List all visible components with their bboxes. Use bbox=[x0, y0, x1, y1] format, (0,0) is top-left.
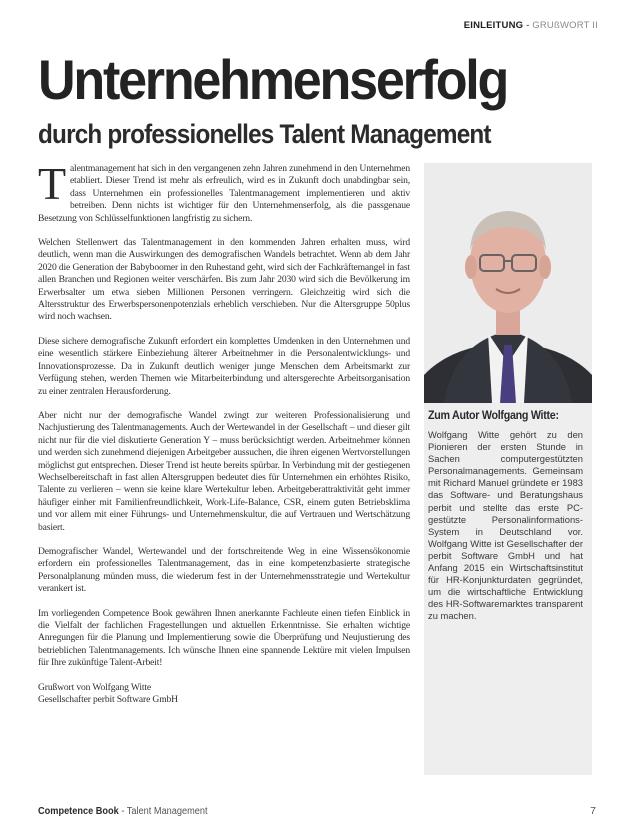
drop-cap: T bbox=[38, 158, 66, 209]
header-subsection: GRUßWORT II bbox=[532, 20, 598, 31]
footer-brand: Competence Book bbox=[38, 806, 119, 817]
article-paragraph-4: Aber nicht nur der demografische Wandel zwingt zur weiteren Professionalisierung und Nachjustierung des Talentmanagements. Auch der Wertewandel in der Gesellschaft – und dieser gilt nicht nur für die viel diskutierte Generation Y – muss berücksichtigt werden. Arbeitnehmer können und werden sich zunehmend diejenigen Arbeitgeber aussuchen, die ihren eigenen Wertvorstellungen möglichst gut entsprechen. Dieser Trend ist heute bereits spürbar. In Verbindung mit der gestiegenen Wechselbereitschaft in fast allen Altersgruppen bedeutet dies für Unternehmen ein erhöhtes Risiko, Talente zu verlieren – wenn sie keine klare Wertekultur leben. Arbeitgeberattraktivität geht immer häufiger einher mit Familienfreundlichkeit, Work-Life-Balance, CSR, einem guten Betriebsklima und vor allem mit einer Führungs- und Unternehmenskultur, die auf Vertrauen und Wertschätzung basiert. bbox=[38, 409, 410, 533]
signature-line-1: Grußwort von Wolfgang Witte bbox=[38, 681, 152, 693]
author-portrait bbox=[424, 163, 592, 403]
article-paragraph-1-text: alentmanagement hat sich in den vergangenen zehn Jahren zunehmend in den Unternehmen etabliert. Dieser Trend ist mehr als erfreulich, wird es in Zukunft doch unabdingbar sein, dass Unternehmen ein professionelles Talentmanagement implementieren und aktiv betreiben. Denn nichts ist wichtiger für den Unternehmenserfolg, als die passgenaue Besetzung von Schlüsselfunktionen langfristig zu sichern. bbox=[38, 163, 410, 224]
author-portrait-image bbox=[424, 163, 592, 403]
author-bio-box bbox=[424, 403, 592, 775]
article-body bbox=[38, 158, 410, 706]
author-bio-text: Wolfgang Witte gehört zu den Pionieren der ersten Stunde in Sachen computergestützten Personalmanagements. Gemeinsam mit Richard Manuel gründete er 1983 das Software- und Beratungshaus perbit und stellte das erste PC-gestützte Personalinformations-System in Deutschland vor. Wolfgang Witte ist Gesellschafter der perbit Software GmbH und hat Anfang 2015 ein Wirtschaftsinstitut für HR-Konjunkturdaten gegründet, um die wirtschaftliche Entwicklung des HR-Softwaremarktes transparent zu machen. bbox=[428, 429, 583, 622]
author-bio-title: Zum Autor Wolfgang Witte: bbox=[428, 410, 559, 422]
signature-block bbox=[38, 682, 410, 707]
footer-topic: Talent Management bbox=[126, 806, 208, 817]
page-title: Unternehmenserfolg bbox=[38, 48, 508, 111]
article-paragraph-2: Welchen Stellenwert das Talentmanagement in den kommenden Jahren erhalten muss, wird deutlich, wenn man die Auswirkungen des demografischen Wandels betrachtet. Wenn ab dem Jahr 2020 die Generation der Babyboomer in den Ruhestand geht, wird sich der Fachkräftemangel in fast allen Branchen und Regionen weiter verschärfen. Bis zum Jahr 2030 wird sich die Bevölkerung im Erwerbsalter um etwa sieben Millionen Personen verringern. Gleichzeitig wird sich die Altersstruktur des Erwerbspersonenpotenzials erheblich verschieben. Nur die Altersgruppe 50plus wird noch wachsen. bbox=[38, 237, 410, 323]
article-paragraph-3: Diese sichere demografische Zukunft erfordert ein komplettes Umdenken in den Unternehmen und eine wesentlich stärkere Einbeziehung älterer Arbeitnehmer in die Personalentwicklungs- und Innovationsprozesse. Da in Zukunft deutlich weniger junge Menschen dem Arbeitsmarkt zur Verfügung stehen, werden Themen wie Mitarbeiterbindung und altersgerechte Arbeitsorganisation zu einer zentralen Herausforderung. bbox=[38, 335, 410, 397]
page-number: 7 bbox=[590, 805, 596, 817]
page-footer bbox=[38, 806, 208, 817]
header-separator: - bbox=[523, 20, 533, 31]
page-subtitle: durch professionelles Talent Management bbox=[38, 119, 491, 149]
article-paragraph-5: Demografischer Wandel, Wertewandel und der fortschreitende Weg in eine Wissensökonomie erfordern ein professionelles Talentmanagement, das in eine kompetenzbasierte strategische Personalplanung münden muss, die wiederum fest in der Unternehmensstrategie und Wertekultur verankert ist. bbox=[38, 545, 410, 595]
footer-separator: - bbox=[118, 806, 127, 817]
running-header bbox=[464, 20, 598, 31]
header-section: EINLEITUNG bbox=[463, 20, 524, 31]
article-paragraph-6: Im vorliegenden Competence Book gewähren Ihnen anerkannte Fachleute einen tiefen Einblick in die Vielfalt der fachlichen Fragestellungen und aktuellen Erkenntnisse. Sie erhalten wichtige Anregungen für die Planung und Implementierung sowie die Überprüfung und Neujustierung des betrieblichen Talentmanagements. Ich wünsche Ihnen eine spannende Lektüre mit vielen Impulsen für Ihre zukünftige Talent-Arbeit! bbox=[38, 607, 410, 669]
signature-line-2: Gesellschafter perbit Software GmbH bbox=[38, 694, 178, 706]
article-paragraph-1 bbox=[38, 158, 410, 225]
